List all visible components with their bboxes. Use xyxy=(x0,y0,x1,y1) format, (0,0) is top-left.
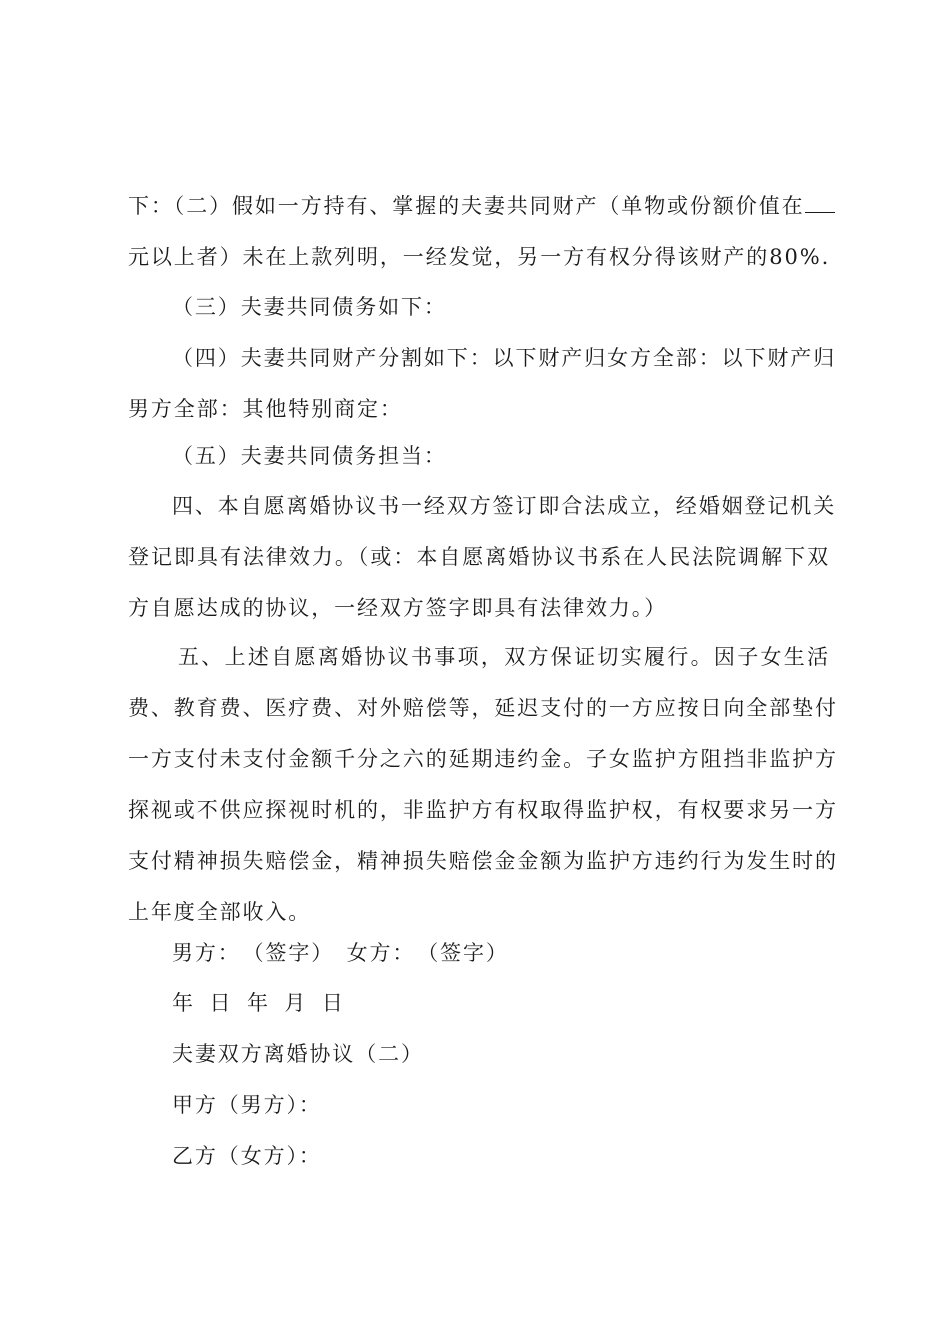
paragraph-line: 下：（二）假如一方持有、掌握的夫妻共同财产（单物或份额价值在 xyxy=(128,194,805,218)
paragraph-line: 四、本自愿离婚协议书一经双方签订即合法成立，经婚姻登记机关 xyxy=(172,494,837,518)
paragraph-line: 登记即具有法律效力。（或：本自愿离婚协议书系在人民法院调解下双 xyxy=(128,545,830,569)
paragraph-line: （四）夫妻共同财产分割如下：以下财产归女方全部：以下财产归 xyxy=(172,346,837,370)
paragraph-line: 支付精神损失赔偿金，精神损失赔偿金金额为监护方违约行为发生时的 xyxy=(128,849,838,873)
paragraph-line: 一方支付未支付金额千分之六的延期违约金。子女监护方阻挡非监护方 xyxy=(128,747,838,771)
paragraph-joint-debts xyxy=(128,282,830,333)
blank-amount-field xyxy=(805,194,835,213)
party-a-line xyxy=(128,1080,830,1131)
paragraph-line: （五）夫妻共同债务担当： xyxy=(172,444,447,468)
paragraph-line: 元以上者）未在上款列明，一经发觉，另一方有权分得该财产的80%. xyxy=(128,245,831,269)
paragraph-legal-effect xyxy=(128,481,837,634)
paragraph-debt-responsibility xyxy=(128,431,830,482)
paragraph-line: 方自愿达成的协议，一经双方签字即具有法律效力。） xyxy=(128,596,668,620)
paragraph-property-undisclosed xyxy=(128,181,830,283)
signature-text: 男方： （签字） 女方： （签字） xyxy=(172,941,509,965)
paragraph-line: 探视或不供应探视时机的，非监护方有权取得监护权，有权要求另一方 xyxy=(128,798,838,822)
title-text: 夫妻双方离婚协议（二） xyxy=(172,1042,424,1066)
date-text: 年 日 年 月 日 xyxy=(172,991,345,1015)
party-b-line xyxy=(128,1131,830,1182)
paragraph-performance-guarantee xyxy=(128,632,838,938)
agreement-title-2 xyxy=(128,1029,830,1080)
party-a-label: 甲方（男方）： xyxy=(172,1093,322,1117)
paragraph-line: 男方全部：其他特别商定： xyxy=(128,397,403,421)
paragraph-line: 五、上述自愿离婚协议书事项，双方保证切实履行。因子女生活 xyxy=(178,645,830,669)
party-b-label: 乙方（女方）： xyxy=(172,1144,322,1168)
paragraph-line: （三）夫妻共同债务如下： xyxy=(172,295,447,319)
signature-line xyxy=(128,928,830,979)
date-line xyxy=(128,978,830,1029)
paragraph-line: 上年度全部收入。 xyxy=(128,900,312,924)
paragraph-property-division xyxy=(128,333,837,435)
paragraph-line: 费、教育费、医疗费、对外赔偿等，延迟支付的一方应按日向全部垫付 xyxy=(128,696,838,720)
